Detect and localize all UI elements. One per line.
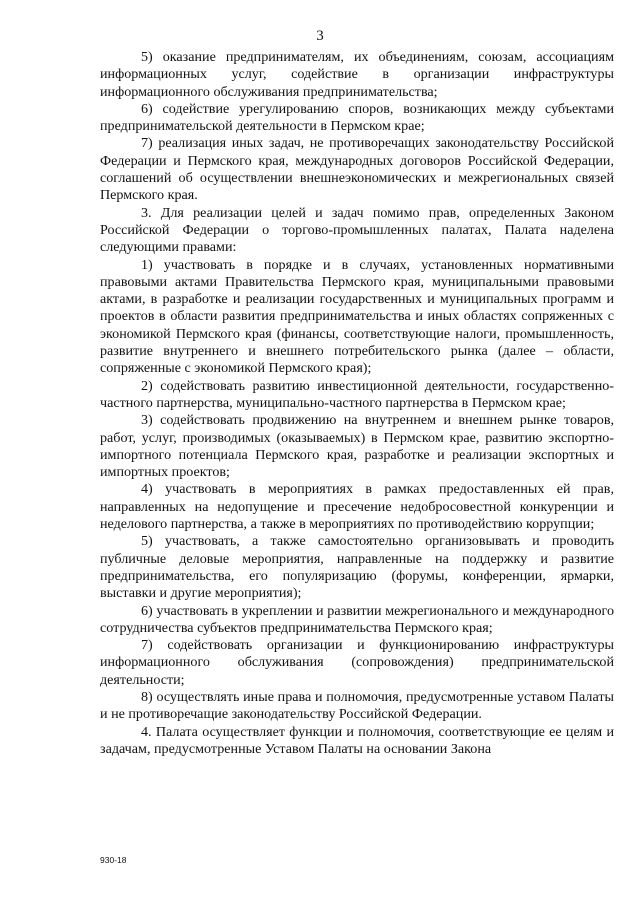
paragraph-item-5-information-services: 5) оказание предпринимателям, их объединениям, союзам, ассоциациям информационных услуг, содействие в организации инфраструктуры информационного обслуживания предпринимательства;: [100, 49, 614, 100]
paragraph-section-4-functions: 4. Палата осуществляет функции и полномочия, соответствующие ее целям и задачам, предусмотренные Уставом Палаты на основании Закона: [100, 723, 614, 757]
page-number: 3: [316, 28, 324, 44]
paragraph-right-6-cooperation: 6) участвовать в укреплении и развитии межрегионального и международного сотрудничества субъектов предпринимательства Пермского края;: [100, 602, 614, 636]
paragraph-item-6-dispute-resolution: 6) содействие урегулированию споров, возникающих между субъектами предпринимательской деятельности в Пермском крае;: [100, 100, 614, 135]
paragraph-right-5-events: 5) участвовать, а также самостоятельно организовывать и проводить публичные деловые мероприятия, направленные на поддержку и развитие предпринимательства, его популяризацию (форумы, конференции, ярмарки, выставки и другие мероприятия);: [100, 533, 614, 602]
paragraph-right-7-infrastructure: 7) содействовать организации и функционированию инфраструктуры информационного обслуживания (сопровождения) предпринимательской деятельности;: [100, 637, 614, 688]
paragraph-right-4-competition: 4) участвовать в мероприятиях в рамках предоставленных ей прав, направленных на недопущение и пресечение недобросовестной конкуренции и неделового партнерства, а также в мероприятиях по противодействию коррупции;: [100, 481, 614, 533]
paragraph-right-2-investment: 2) содействовать развитию инвестиционной деятельности, государственно-частного партнерства, муниципально-частного партнерства в Пермском крае;: [100, 377, 614, 411]
paragraph-item-7-other-tasks: 7) реализация иных задач, не противоречащих законодательству Российской Федерации и Пермского края, международных договоров Российской Федерации, соглашений об осуществлении внешнеэкономических и межрегиональных связей Пермского края.: [100, 135, 614, 204]
paragraph-right-8-other-rights: 8) осуществлять иные права и полномочия, предусмотренные уставом Палаты и не противоречащие законодательству Российской Федерации.: [100, 688, 614, 723]
paragraph-right-3-promotion: 3) содействовать продвижению на внутреннем и внешнем рынке товаров, работ, услуг, производимых (оказываемых) в Пермском крае, развитию экспортно-импортного потенциала Пермского края, разработке и реализации экспортных и импортных проектов;: [100, 412, 614, 481]
paragraph-section-3-rights: 3. Для реализации целей и задач помимо прав, определенных Законом Российской Федерации о торгово-промышленных палатах, Палата наделена следующими правами:: [100, 204, 614, 256]
paragraph-right-1-programs: 1) участвовать в порядке и в случаях, установленных нормативными правовыми актами Правительства Пермского края, муниципальными правовыми актами, в разработке и реализации государственных и муниципальных программ и проектов в области развития предпринимательства и иных областях сопряженных с экономикой Пермского края (финансы, соответствующие налоги, промышленность, развитие внутреннего и внешнего потребительского рынка (далее – области, сопряженные с экономикой Пермского края);: [100, 256, 614, 377]
document-body: [100, 49, 614, 758]
document-code: 930-18: [100, 855, 127, 865]
